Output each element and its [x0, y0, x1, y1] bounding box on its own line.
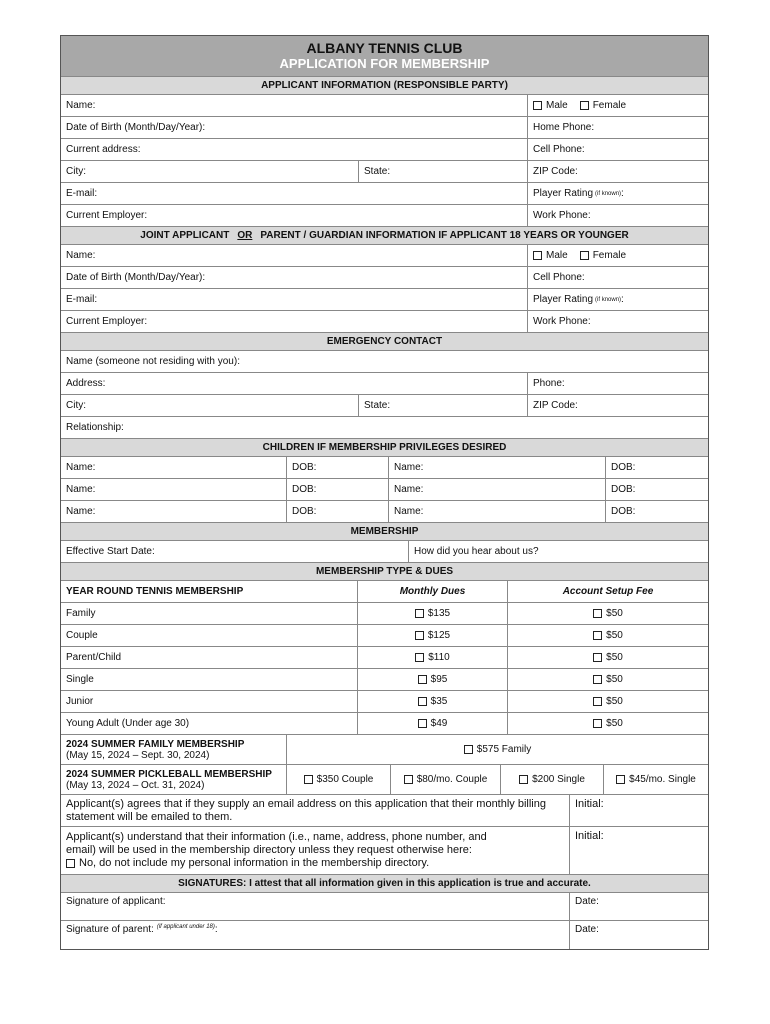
- summer-title: 2024 SUMMER FAMILY MEMBERSHIP: [66, 738, 245, 750]
- child-name-field[interactable]: Name:: [61, 479, 287, 500]
- email-agreement-line2: statement will be emailed to them.: [66, 810, 233, 823]
- dues-section-header: MEMBERSHIP TYPE & DUES: [61, 563, 708, 580]
- parent-signature-note: (if applicant under 18): [156, 924, 215, 930]
- joint-header-b: PARENT / GUARDIAN INFORMATION IF APPLICANT 18 YEARS OR YOUNGER: [260, 230, 629, 241]
- dues-type: Junior: [61, 691, 358, 712]
- setup-option[interactable]: [508, 669, 708, 690]
- address-field[interactable]: Current address:: [61, 139, 528, 160]
- joint-email-field[interactable]: E-mail:: [61, 289, 528, 310]
- joint-rating-field[interactable]: Player Rating (if known) :: [533, 294, 624, 305]
- monthly-option[interactable]: [358, 713, 508, 734]
- setup-price: $50: [606, 696, 623, 707]
- dues-type: Young Adult (Under age 30): [61, 713, 358, 734]
- emergency-city-field[interactable]: City:: [61, 395, 359, 416]
- membership-section-header: MEMBERSHIP: [61, 523, 708, 540]
- directory-optout-checkbox[interactable]: [66, 859, 75, 868]
- child-dob-field[interactable]: DOB:: [611, 462, 636, 473]
- pickle-option[interactable]: [604, 765, 708, 794]
- child-name-field[interactable]: Name:: [389, 479, 606, 500]
- pickle-title: 2024 SUMMER PICKLEBALL MEMBERSHIP: [66, 768, 272, 780]
- child-name-field[interactable]: Name:: [389, 501, 606, 522]
- directory-optout-label: No, do not include my personal information in the membership directory.: [79, 857, 430, 869]
- employer-field[interactable]: Current Employer:: [61, 205, 528, 226]
- emergency-section-header: EMERGENCY CONTACT: [61, 333, 708, 350]
- child-name-field[interactable]: Name:: [61, 501, 287, 522]
- summer-membership-label: [61, 735, 287, 764]
- joint-name-field[interactable]: Name:: [61, 245, 528, 266]
- pickle-option[interactable]: [287, 765, 391, 794]
- monthly-option[interactable]: [358, 691, 508, 712]
- pickle-checkbox[interactable]: [519, 775, 528, 784]
- dues-type: Parent/Child: [61, 647, 358, 668]
- applicant-section-header: APPLICANT INFORMATION (RESPONSIBLE PARTY): [61, 77, 708, 94]
- rating-label: Player Rating: [533, 188, 594, 199]
- children-section-header: CHILDREN IF MEMBERSHIP PRIVILEGES DESIRED: [61, 439, 708, 456]
- setup-price: $50: [606, 652, 623, 663]
- setup-checkbox[interactable]: [593, 631, 602, 640]
- joint-cell-field[interactable]: Cell Phone:: [533, 272, 585, 283]
- female-label: Female: [592, 100, 627, 111]
- pickle-checkbox[interactable]: [304, 775, 313, 784]
- summer-dates: (May 15, 2024 – Sept. 30, 2024): [66, 749, 210, 761]
- monthly-option[interactable]: [358, 603, 508, 624]
- pickle-checkbox[interactable]: [404, 775, 413, 784]
- membership-form: [60, 35, 709, 950]
- monthly-price: $35: [430, 696, 448, 707]
- setup-price: $50: [606, 608, 623, 619]
- start-date-field[interactable]: Effective Start Date:: [61, 541, 409, 562]
- joint-employer-field[interactable]: Current Employer:: [61, 311, 528, 332]
- joint-male-label: Male: [546, 250, 568, 261]
- cell-phone-field[interactable]: Cell Phone:: [533, 144, 585, 155]
- male-checkbox[interactable]: [533, 101, 542, 110]
- joint-section-header: [61, 227, 708, 244]
- applicant-dob-field[interactable]: Date of Birth (Month/Day/Year):: [61, 117, 528, 138]
- joint-header-or: OR: [237, 230, 253, 241]
- child-dob-field[interactable]: DOB:: [287, 479, 389, 500]
- setup-option[interactable]: [508, 713, 708, 734]
- joint-dob-field[interactable]: Date of Birth (Month/Day/Year):: [61, 267, 528, 288]
- home-phone-field[interactable]: Home Phone:: [533, 122, 595, 133]
- joint-female-checkbox[interactable]: [580, 251, 589, 260]
- setup-price: $50: [606, 718, 623, 729]
- joint-rating-label: Player Rating: [533, 294, 594, 305]
- setup-option[interactable]: [508, 691, 708, 712]
- email-billing-agreement: [61, 795, 570, 826]
- parent-signature-label: Signature of parent:: [66, 924, 154, 935]
- monthly-option[interactable]: [358, 669, 508, 690]
- emergency-phone-field[interactable]: Phone:: [533, 378, 565, 389]
- monthly-price: $49: [430, 718, 448, 729]
- club-name: ALBANY TENNIS CLUB: [306, 40, 463, 56]
- male-label: Male: [546, 100, 568, 111]
- form-subtitle: APPLICATION FOR MEMBERSHIP: [279, 56, 490, 71]
- dues-type: Family: [61, 603, 358, 624]
- dues-type: Couple: [61, 625, 358, 646]
- emergency-zip-field[interactable]: ZIP Code:: [533, 400, 578, 411]
- email-initial-field[interactable]: Initial:: [575, 798, 604, 810]
- monthly-checkbox[interactable]: [418, 719, 427, 728]
- child-dob-field[interactable]: DOB:: [611, 506, 636, 517]
- joint-gender: [528, 245, 708, 266]
- relationship-field[interactable]: Relationship:: [66, 422, 124, 433]
- dues-col-monthly: Monthly Dues: [358, 581, 508, 602]
- setup-checkbox[interactable]: [593, 697, 602, 706]
- monthly-price: $135: [427, 608, 451, 619]
- state-field[interactable]: State:: [359, 161, 528, 182]
- zip-field[interactable]: ZIP Code:: [533, 166, 578, 177]
- setup-option[interactable]: [508, 647, 708, 668]
- applicant-name-field[interactable]: Name:: [61, 95, 528, 116]
- monthly-checkbox[interactable]: [418, 675, 427, 684]
- dir-agreement-line1: Applicant(s) understand that their information (i.e., name, address, phone number, and: [66, 831, 487, 843]
- child-name-field[interactable]: Name:: [61, 457, 287, 478]
- player-rating-field[interactable]: Player Rating (if known) :: [533, 188, 624, 199]
- joint-female-label: Female: [592, 250, 627, 261]
- setup-price: $50: [606, 630, 623, 641]
- emergency-state-field[interactable]: State:: [359, 395, 528, 416]
- setup-checkbox[interactable]: [593, 653, 602, 662]
- signatures-section-header: SIGNATURES: I attest that all information given in this application is true and accurate.: [61, 875, 708, 892]
- monthly-price: $125: [427, 630, 451, 641]
- joint-header-a: JOINT APPLICANT: [140, 230, 230, 241]
- monthly-checkbox[interactable]: [418, 697, 427, 706]
- dues-type: Single: [61, 669, 358, 690]
- female-checkbox[interactable]: [580, 101, 589, 110]
- child-name-field[interactable]: Name:: [389, 457, 606, 478]
- pickle-dates: (May 13, 2024 – Oct. 31, 2024): [66, 779, 205, 791]
- monthly-price: $95: [430, 674, 448, 685]
- joint-male-checkbox[interactable]: [533, 251, 542, 260]
- monthly-checkbox[interactable]: [415, 653, 424, 662]
- pickle-option-label: $45/mo. Single: [629, 774, 696, 785]
- setup-price: $50: [606, 674, 623, 685]
- summer-family-label: $575 Family: [476, 744, 532, 755]
- monthly-option[interactable]: [358, 625, 508, 646]
- applicant-gender: [528, 95, 708, 116]
- setup-checkbox[interactable]: [593, 719, 602, 728]
- monthly-checkbox[interactable]: [415, 609, 424, 618]
- setup-checkbox[interactable]: [593, 609, 602, 618]
- emergency-address-field[interactable]: Address:: [61, 373, 528, 394]
- city-field[interactable]: City:: [61, 161, 359, 182]
- directory-initial-field[interactable]: Initial:: [575, 830, 604, 842]
- monthly-checkbox[interactable]: [415, 631, 424, 640]
- monthly-price: $110: [428, 652, 450, 663]
- child-dob-field[interactable]: DOB:: [287, 457, 389, 478]
- monthly-option[interactable]: [358, 647, 508, 668]
- joint-rating-note: (if known): [595, 296, 622, 303]
- rating-note: (if known): [595, 190, 622, 197]
- applicant-date-field[interactable]: Date:: [575, 896, 599, 907]
- joint-work-phone-field[interactable]: Work Phone:: [533, 316, 591, 327]
- pickle-option[interactable]: [391, 765, 501, 794]
- dues-col-setup: Account Setup Fee: [562, 586, 654, 597]
- parent-signature-field[interactable]: Signature of parent: (if applicant under 18) :: [61, 921, 570, 949]
- child-dob-field[interactable]: DOB:: [611, 484, 636, 495]
- child-dob-field[interactable]: DOB:: [287, 501, 389, 522]
- summer-family-option[interactable]: [287, 735, 708, 764]
- setup-option[interactable]: [508, 603, 708, 624]
- directory-optout[interactable]: [66, 857, 429, 870]
- email-field[interactable]: E-mail:: [61, 183, 528, 204]
- dues-col-type: YEAR ROUND TENNIS MEMBERSHIP: [61, 581, 358, 602]
- pickle-option-label: $80/mo. Couple: [416, 774, 488, 785]
- directory-agreement: [61, 827, 570, 874]
- email-agreement-line1: Applicant(s) agrees that if they supply an email address on this application that their monthly billing: [66, 797, 546, 810]
- work-phone-field[interactable]: Work Phone:: [533, 210, 591, 221]
- emergency-name-field[interactable]: Name (someone not residing with you):: [66, 356, 240, 367]
- setup-checkbox[interactable]: [593, 675, 602, 684]
- parent-date-field[interactable]: Date:: [575, 924, 599, 935]
- pickleball-membership-label: [61, 765, 287, 794]
- applicant-signature-field[interactable]: Signature of applicant:: [61, 893, 570, 920]
- pickle-checkbox[interactable]: [616, 775, 625, 784]
- pickle-option-label: $350 Couple: [316, 774, 374, 785]
- dir-agreement-line2: email) will be used in the membership directory unless they request otherwise here:: [66, 844, 472, 856]
- pickle-option[interactable]: [501, 765, 604, 794]
- summer-family-checkbox[interactable]: [464, 745, 473, 754]
- pickle-option-label: $200 Single: [532, 774, 585, 785]
- setup-option[interactable]: [508, 625, 708, 646]
- referral-field[interactable]: How did you hear about us?: [414, 546, 539, 557]
- form-title: [61, 36, 708, 77]
